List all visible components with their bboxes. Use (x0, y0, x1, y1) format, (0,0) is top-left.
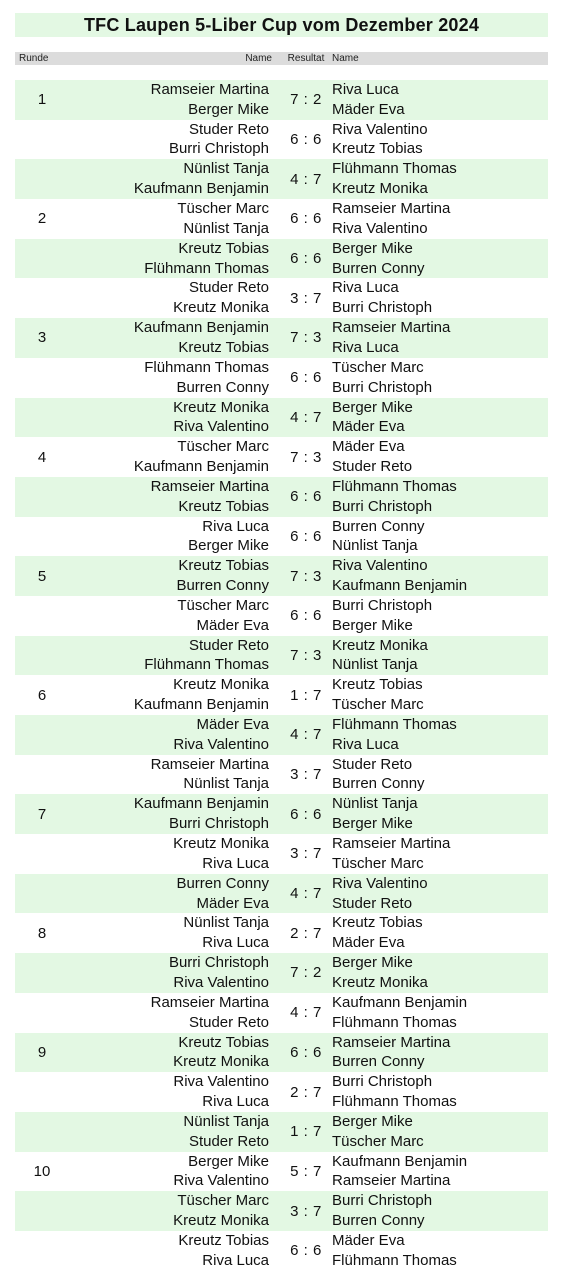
match-list (15, 80, 548, 1271)
round-number (27, 120, 57, 160)
player-left-1: Ramseier Martina (150, 81, 269, 98)
player-left-2: Burri Christoph (168, 140, 269, 158)
player-left-2: Burren Conny (176, 378, 269, 396)
round-number (27, 993, 57, 1033)
player-right-1: Ramseier Martina (332, 319, 451, 337)
round-number (27, 477, 57, 517)
match-row (15, 834, 548, 874)
player-left-1: Berger Mike (188, 1152, 269, 1170)
player-left-2: Riva Luca (202, 1251, 269, 1269)
player-left-1: Riva Valentino (173, 1073, 269, 1091)
round-number (27, 1231, 57, 1271)
player-left-1: Kreutz Monika (173, 676, 269, 694)
player-right-2: Berger Mike (332, 815, 413, 833)
round-number: 7 (37, 805, 47, 823)
player-right-2: Flühmann Thomas (332, 1013, 457, 1031)
round-number (27, 715, 57, 755)
player-left-1: Burren Conny (176, 874, 269, 892)
match-row (15, 278, 548, 318)
match-result: 6 : 6 (290, 1043, 322, 1061)
player-right-2: Kreutz Monika (332, 180, 428, 198)
player-right-2: Tüscher Marc (332, 854, 424, 872)
player-left-1: Nünlist Tanja (183, 1112, 269, 1130)
player-right-2: Nünlist Tanja (332, 656, 418, 674)
match-row (15, 874, 548, 914)
round-number (27, 159, 57, 199)
match-result: 4 : 7 (290, 1004, 322, 1022)
player-right-1: Burri Christoph (332, 1073, 433, 1091)
player-right-2: Burren Conny (332, 259, 425, 277)
match-result: 3 : 7 (290, 289, 322, 307)
player-right-2: Burri Christoph (332, 497, 433, 515)
player-left-2: Kreutz Monika (173, 299, 269, 317)
player-left-2: Flühmann Thomas (144, 259, 269, 277)
match-row (15, 636, 548, 676)
player-left-2: Kaufmann Benjamin (133, 457, 269, 475)
player-left-2: Studer Reto (188, 1132, 269, 1150)
round-number (27, 834, 57, 874)
round-number: 8 (37, 924, 47, 942)
round-number: 10 (33, 1162, 51, 1180)
player-left-1: Kaufmann Benjamin (133, 795, 269, 813)
player-left-1: Nünlist Tanja (183, 160, 269, 178)
player-left-1: Ramseier Martina (150, 477, 269, 495)
player-left-1: Burri Christoph (168, 954, 269, 972)
header-name-left: Name (245, 53, 272, 64)
round-number: 4 (37, 448, 47, 466)
match-result: 2 : 7 (290, 1083, 322, 1101)
match-result: 6 : 6 (290, 805, 322, 823)
player-right-1: Kreutz Tobias (332, 676, 423, 694)
player-right-2: Riva Valentino (332, 219, 428, 237)
match-row (15, 1191, 548, 1231)
match-row (15, 80, 548, 120)
player-left-1: Kreutz Tobias (178, 557, 269, 575)
player-left-2: Burren Conny (176, 577, 269, 595)
match-row (15, 477, 548, 517)
player-left-2: Kreutz Tobias (178, 338, 269, 356)
round-number: 1 (37, 91, 47, 109)
player-right-1: Berger Mike (332, 1112, 413, 1130)
match-row (15, 794, 548, 834)
match-row (15, 596, 548, 636)
player-left-1: Riva Luca (202, 517, 269, 535)
match-result: 6 : 6 (290, 131, 322, 149)
match-row (15, 517, 548, 557)
player-left-1: Kreutz Monika (173, 398, 269, 416)
player-right-2: Studer Reto (332, 894, 413, 912)
player-right-1: Tüscher Marc (332, 358, 424, 376)
player-left-1: Tüscher Marc (177, 438, 269, 456)
player-left-2: Riva Valentino (173, 1172, 269, 1190)
player-right-2: Kreutz Monika (332, 973, 428, 991)
player-left-1: Studer Reto (188, 279, 269, 297)
round-number (27, 239, 57, 279)
player-right-1: Mäder Eva (332, 438, 405, 456)
match-result: 1 : 7 (290, 686, 322, 704)
page-title: TFC Laupen 5-Liber Cup vom Dezember 2024 (83, 14, 480, 35)
player-left-1: Ramseier Martina (150, 755, 269, 773)
player-left-2: Riva Luca (202, 934, 269, 952)
round-number (27, 517, 57, 557)
player-right-1: Berger Mike (332, 398, 413, 416)
match-row (15, 913, 548, 953)
player-left-1: Kreutz Monika (173, 835, 269, 853)
match-row (15, 1231, 548, 1271)
player-right-1: Studer Reto (332, 755, 413, 773)
player-right-1: Berger Mike (332, 239, 413, 257)
player-left-2: Riva Valentino (173, 973, 269, 991)
match-result: 6 : 6 (290, 210, 322, 228)
match-row (15, 318, 548, 358)
player-left-1: Nünlist Tanja (183, 914, 269, 932)
player-left-2: Kaufmann Benjamin (133, 696, 269, 714)
match-result: 4 : 7 (290, 885, 322, 903)
match-result: 5 : 7 (290, 1162, 322, 1180)
round-number (27, 278, 57, 318)
player-right-1: Nünlist Tanja (332, 795, 418, 813)
player-right-1: Riva Valentino (332, 557, 428, 575)
player-left-2: Mäder Eva (196, 616, 269, 634)
player-left-1: Studer Reto (188, 636, 269, 654)
match-result: 3 : 7 (290, 766, 322, 784)
round-number (27, 398, 57, 438)
match-result: 7 : 3 (290, 567, 322, 585)
match-result: 6 : 6 (290, 1242, 322, 1260)
player-right-1: Ramseier Martina (332, 200, 451, 218)
round-number (27, 755, 57, 795)
round-number (27, 596, 57, 636)
match-row (15, 715, 548, 755)
player-left-1: Studer Reto (188, 120, 269, 138)
player-right-2: Mäder Eva (332, 100, 405, 118)
round-number: 3 (37, 329, 47, 347)
player-right-2: Tüscher Marc (332, 1132, 424, 1150)
player-left-2: Kreutz Monika (173, 1053, 269, 1071)
round-number (27, 358, 57, 398)
player-left-1: Tüscher Marc (177, 596, 269, 614)
player-right-1: Kreutz Monika (332, 636, 428, 654)
player-right-1: Riva Valentino (332, 120, 428, 138)
player-right-1: Mäder Eva (332, 1231, 405, 1249)
match-row (15, 1033, 548, 1073)
player-right-2: Burren Conny (332, 1053, 425, 1071)
player-right-1: Flühmann Thomas (332, 160, 457, 178)
player-right-2: Burren Conny (332, 1212, 425, 1230)
player-right-1: Kaufmann Benjamin (332, 1152, 468, 1170)
header-result: Resultat (287, 53, 325, 64)
player-right-1: Kreutz Tobias (332, 914, 423, 932)
player-right-2: Mäder Eva (332, 418, 405, 436)
match-result: 7 : 3 (290, 646, 322, 664)
title-bar (15, 13, 548, 37)
match-result: 6 : 6 (290, 527, 322, 545)
match-row (15, 398, 548, 438)
player-right-1: Ramseier Martina (332, 835, 451, 853)
player-left-1: Kaufmann Benjamin (133, 319, 269, 337)
match-row (15, 675, 548, 715)
match-row (15, 199, 548, 239)
player-left-2: Studer Reto (188, 1013, 269, 1031)
match-row (15, 1112, 548, 1152)
round-number: 9 (37, 1043, 47, 1061)
header-round: Runde (19, 53, 49, 64)
round-number (27, 1072, 57, 1112)
player-right-1: Riva Luca (332, 279, 399, 297)
player-left-1: Mäder Eva (196, 716, 269, 733)
player-right-2: Burri Christoph (332, 299, 433, 317)
player-right-1: Ramseier Martina (332, 1033, 451, 1051)
player-right-1: Riva Valentino (332, 874, 428, 892)
match-result: 1 : 7 (290, 1123, 322, 1141)
match-row (15, 437, 548, 477)
match-result: 3 : 7 (290, 845, 322, 863)
player-left-2: Riva Valentino (173, 418, 269, 436)
player-left-2: Kreutz Monika (173, 1212, 269, 1230)
player-right-2: Flühmann Thomas (332, 1251, 457, 1269)
match-result: 3 : 7 (290, 1202, 322, 1220)
player-right-1: Flühmann Thomas (332, 716, 457, 733)
player-right-2: Ramseier Martina (332, 1172, 451, 1190)
round-number (27, 953, 57, 993)
match-row (15, 1072, 548, 1112)
match-row (15, 755, 548, 795)
match-result: 6 : 6 (290, 369, 322, 387)
match-row (15, 239, 548, 279)
player-left-2: Berger Mike (188, 537, 269, 555)
player-left-1: Kreutz Tobias (178, 1231, 269, 1249)
match-row (15, 993, 548, 1033)
round-number (27, 1112, 57, 1152)
player-right-2: Riva Luca (332, 338, 399, 356)
match-row (15, 159, 548, 199)
player-left-2: Nünlist Tanja (183, 219, 269, 237)
round-number (27, 636, 57, 676)
player-left-2: Mäder Eva (196, 894, 269, 912)
match-result: 6 : 6 (290, 250, 322, 268)
player-left-2: Riva Luca (202, 854, 269, 872)
player-right-1: Burri Christoph (332, 1192, 433, 1210)
player-right-2: Tüscher Marc (332, 696, 424, 714)
player-right-2: Mäder Eva (332, 934, 405, 952)
round-number: 2 (37, 210, 47, 228)
round-number (27, 1191, 57, 1231)
player-right-2: Berger Mike (332, 616, 413, 634)
player-left-1: Tüscher Marc (177, 200, 269, 218)
player-left-2: Kreutz Tobias (178, 497, 269, 515)
match-row (15, 556, 548, 596)
player-left-1: Flühmann Thomas (144, 358, 269, 376)
player-right-2: Burren Conny (332, 775, 425, 793)
player-left-2: Riva Luca (202, 1092, 269, 1110)
match-result: 6 : 6 (290, 488, 322, 506)
player-right-2: Studer Reto (332, 457, 413, 475)
player-right-1: Burri Christoph (332, 596, 433, 614)
player-left-2: Nünlist Tanja (183, 775, 269, 793)
match-result: 7 : 2 (290, 91, 322, 109)
player-right-2: Nünlist Tanja (332, 537, 418, 555)
match-result: 7 : 3 (290, 448, 322, 466)
match-result: 4 : 7 (290, 726, 322, 744)
round-number (27, 874, 57, 914)
player-left-2: Burri Christoph (168, 815, 269, 833)
player-right-2: Flühmann Thomas (332, 1092, 457, 1110)
player-right-2: Kaufmann Benjamin (332, 577, 468, 595)
match-row (15, 120, 548, 160)
match-result: 6 : 6 (290, 607, 322, 625)
match-result: 2 : 7 (290, 924, 322, 942)
match-row (15, 953, 548, 993)
match-result: 7 : 2 (290, 964, 322, 982)
header-name-right: Name (332, 53, 359, 64)
player-left-1: Kreutz Tobias (178, 239, 269, 257)
player-left-2: Flühmann Thomas (144, 656, 269, 674)
player-right-1: Riva Luca (332, 81, 399, 98)
player-left-2: Kaufmann Benjamin (133, 180, 269, 198)
player-left-2: Riva Valentino (173, 735, 269, 753)
table-header (15, 52, 548, 65)
player-right-2: Riva Luca (332, 735, 399, 753)
match-result: 4 : 7 (290, 170, 322, 188)
match-row (15, 1152, 548, 1192)
player-left-1: Tüscher Marc (177, 1192, 269, 1210)
player-left-1: Ramseier Martina (150, 993, 269, 1011)
match-result: 4 : 7 (290, 408, 322, 426)
player-right-1: Berger Mike (332, 954, 413, 972)
player-right-1: Burren Conny (332, 517, 425, 535)
player-right-2: Burri Christoph (332, 378, 433, 396)
player-right-1: Kaufmann Benjamin (332, 993, 468, 1011)
round-number: 5 (37, 567, 47, 585)
match-row (15, 358, 548, 398)
round-number: 6 (37, 686, 47, 704)
player-left-2: Berger Mike (188, 100, 269, 118)
match-result: 7 : 3 (290, 329, 322, 347)
player-right-2: Kreutz Tobias (332, 140, 423, 158)
player-left-1: Kreutz Tobias (178, 1033, 269, 1051)
player-right-1: Flühmann Thomas (332, 477, 457, 495)
